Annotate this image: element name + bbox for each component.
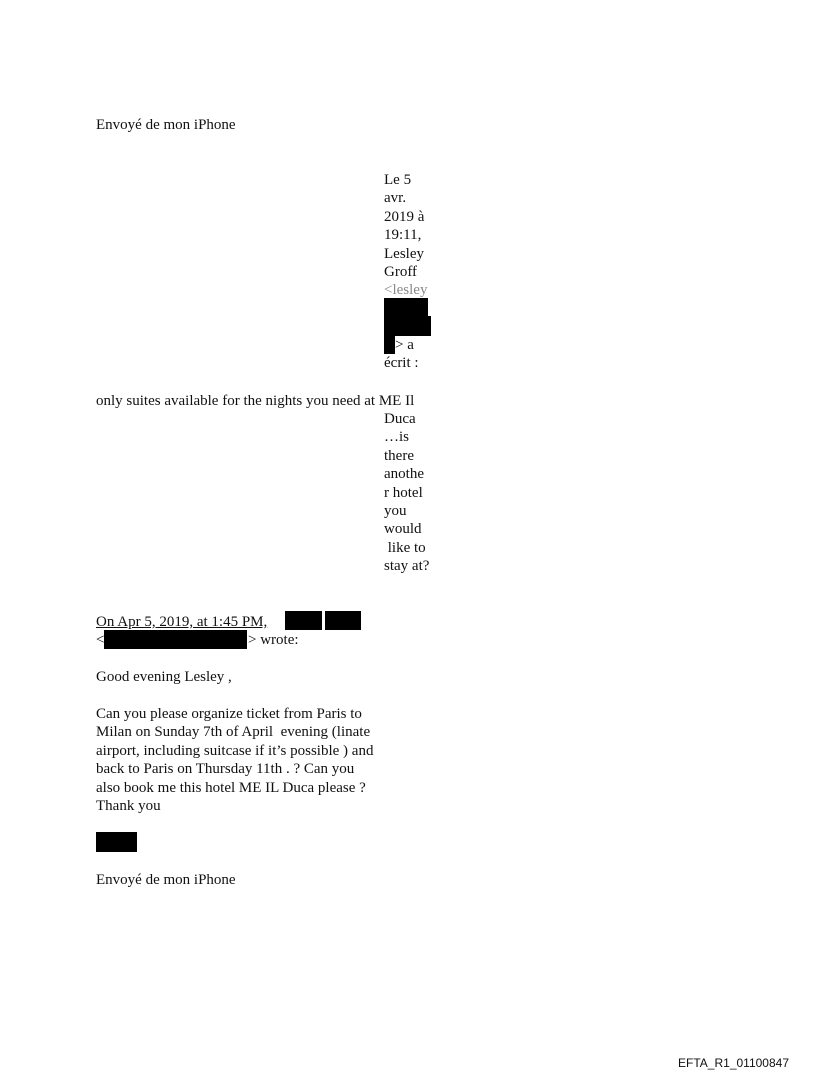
message-line: stay at? — [384, 558, 430, 575]
message-line: there — [384, 447, 414, 464]
redaction-block — [384, 316, 431, 336]
greeting: Good evening Lesley , — [96, 669, 232, 685]
top-signature: Envoyé de mon iPhone — [96, 117, 236, 133]
reply-header-line: écrit : — [384, 355, 419, 372]
reply-header-line: Le 5 — [384, 172, 412, 188]
reply-header-line: 2019 à — [384, 208, 425, 225]
quoted-date-line: On Apr 5, 2019, at 1:45 PM, — [96, 614, 268, 630]
document-id: EFTA_R1_01100847 — [678, 1056, 789, 1070]
reply-header-line: 19:11, — [384, 227, 422, 244]
bottom-signature: Envoyé de mon iPhone — [96, 872, 236, 888]
message-wrapped — [384, 410, 429, 576]
redaction-block — [104, 630, 247, 649]
body-paragraph — [96, 705, 373, 815]
reply-header-line: avr. — [384, 190, 407, 207]
reply-header-line: > a — [395, 337, 414, 353]
message-line: you — [384, 502, 407, 519]
message-line: r hotel — [384, 484, 423, 501]
redaction-block — [384, 298, 428, 318]
body-line: Can you please organize ticket from Paris to — [96, 706, 362, 722]
body-line: Milan on Sunday 7th of April evening (linate — [96, 724, 371, 741]
quoted-open-bracket: < — [96, 632, 105, 648]
message-first-line: only suites available for the nights you need at ME Il — [96, 393, 415, 409]
body-line: airport, including suitcase if it’s possible ) and — [96, 742, 374, 759]
redaction-block — [96, 832, 137, 852]
redaction-block — [285, 611, 322, 630]
quoted-wrote: > wrote: — [248, 632, 299, 648]
body-line: also book me this hotel ME IL Duca please ? — [96, 779, 366, 796]
body-line: Thank you — [96, 797, 161, 814]
sender-email-link[interactable]: <lesley — [384, 282, 428, 299]
message-line: …is — [384, 429, 410, 446]
message-line: Duca — [384, 411, 416, 427]
reply-header-line: Groff — [384, 263, 418, 280]
reply-header — [384, 171, 427, 300]
body-line: back to Paris on Thursday 11th . ? Can you — [96, 761, 355, 778]
reply-header-line: Lesley — [384, 245, 424, 262]
redaction-block — [325, 611, 361, 630]
message-line: anothe — [384, 466, 424, 483]
message-line: would — [384, 521, 422, 538]
message-line: like to — [384, 539, 426, 556]
reply-header-tail — [384, 336, 419, 373]
